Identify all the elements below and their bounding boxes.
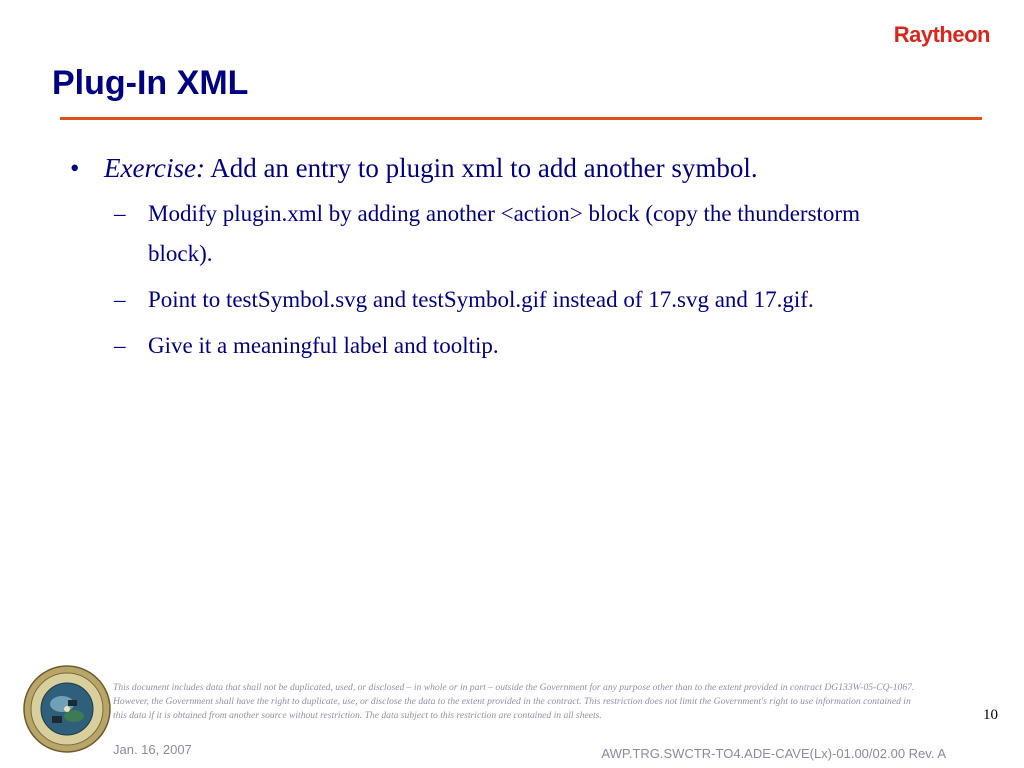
legal-disclaimer: This document includes data that shall not be duplicated, used, or disclosed – in whole or in part – outside the Government for any purpose other than to the extent provided in contract DG133W-05-CQ-1067. However, the Government shall have the right to duplicate, use, or disclose the data to the extent provided in the contract. This restriction does not limit the Government's right to use information contained in this data if it is obtained from another source without restriction. The data subject to this restriction are contained in all sheets. — [113, 682, 915, 721]
bullet-icon: • — [70, 153, 80, 183]
sub-bullet-item — [114, 280, 970, 320]
page-number: 10 — [983, 707, 998, 723]
footer-document-id: AWP.TRG.SWCTR-TO4.ADE-CAVE(Lx)-01.00/02.00 Rev. A — [601, 746, 946, 761]
slide-title: Plug-In XML — [52, 64, 249, 102]
bullet-body: Add an entry to plugin xml to add another symbol. — [204, 153, 758, 183]
slide-content — [70, 148, 970, 366]
bullet-lead: Exercise: — [104, 153, 205, 183]
dash-icon: – — [114, 287, 126, 312]
bullet-item — [70, 148, 970, 188]
sub-bullet-item — [114, 194, 970, 274]
sub-bullet-text: Point to testSymbol.svg and testSymbol.gif instead of 17.svg and 17.gif. — [148, 287, 814, 312]
sub-bullet-text: Modify plugin.xml by adding another <action> block (copy the thunderstorm block). — [148, 201, 860, 266]
bullet-text — [104, 148, 758, 188]
sub-bullet-text: Give it a meaningful label and tooltip. — [148, 333, 499, 358]
footer-date: Jan. 16, 2007 — [113, 742, 192, 757]
title-divider — [60, 117, 982, 120]
raytheon-logo: Raytheon — [893, 22, 990, 47]
dash-icon: – — [114, 333, 126, 358]
awips-team-seal-icon — [22, 664, 112, 754]
dash-icon: – — [114, 201, 126, 226]
sub-bullet-item — [114, 326, 970, 366]
